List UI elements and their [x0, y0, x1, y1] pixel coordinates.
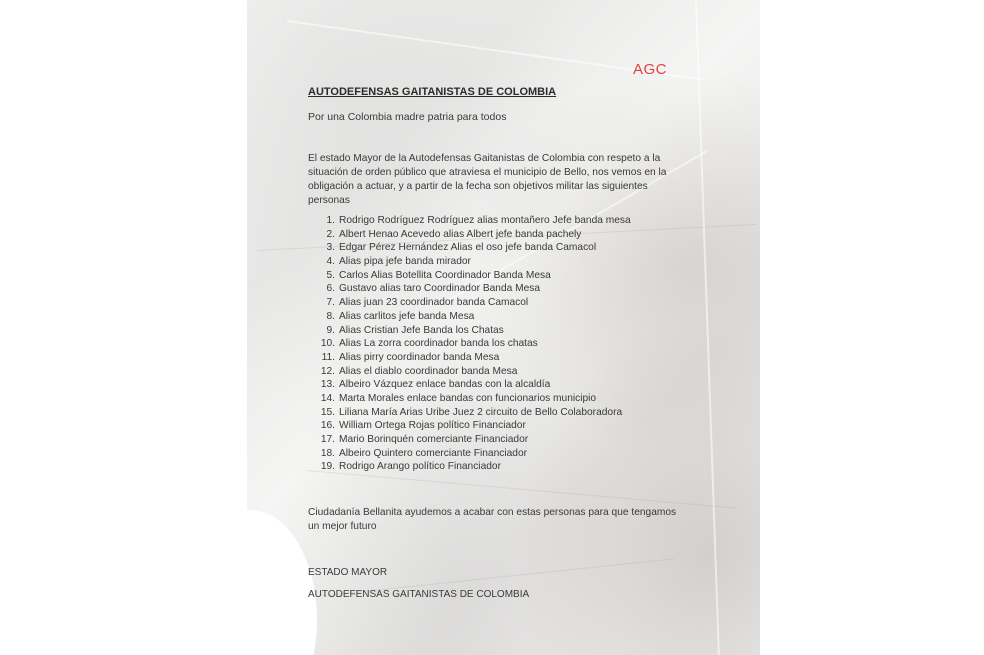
list-item-number: 13. — [320, 379, 335, 391]
list-item — [317, 255, 631, 269]
list-item-text: William Ortega Rojas político Financiador — [339, 420, 526, 432]
list-item-number: 10. — [320, 338, 335, 350]
list-item-text: Carlos Alias Botellita Coordinador Banda Mesa — [339, 269, 551, 281]
agc-stamp: AGC — [633, 61, 668, 78]
list-item-number: 17. — [320, 434, 335, 445]
list-item — [317, 296, 631, 310]
list-item — [317, 228, 631, 242]
list-item-number: 1. — [326, 215, 335, 226]
list-item-number: 7. — [326, 297, 335, 309]
list-item-number: 6. — [326, 283, 335, 295]
list-item-text: Alias La zorra coordinador banda los chatas — [339, 338, 538, 350]
closing-paragraph: Ciudadanía Bellanita ayudemos a acabar con estas personas para que tengamos un mejor futuro — [308, 507, 677, 532]
list-item-number: 18. — [320, 447, 335, 459]
list-item-text: Alias pirry coordinador banda Mesa — [339, 351, 500, 363]
list-item — [317, 365, 631, 379]
list-item — [317, 419, 631, 433]
list-item-number: 5. — [326, 269, 335, 281]
list-item-text: Alias Cristian Jefe Banda los Chatas — [339, 324, 504, 336]
list-item-number: 2. — [326, 228, 335, 240]
list-item — [317, 406, 631, 420]
list-item — [317, 433, 631, 447]
list-item-text: Liliana María Arias Uribe Juez 2 circuito de Bello Colaboradora — [339, 406, 623, 418]
list-item — [317, 337, 631, 351]
torn-corner — [247, 510, 317, 655]
list-item-number: 9. — [326, 324, 335, 336]
list-item-text: Marta Morales enlace bandas con funcionarios municipio — [339, 392, 597, 404]
list-item-text: Rodrigo Rodríguez Rodríguez alias montañero Jefe banda mesa — [339, 215, 631, 226]
list-item-text: Alias pipa jefe banda mirador — [339, 256, 471, 268]
list-item-number: 11. — [321, 351, 335, 363]
list-item-number: 15. — [320, 406, 335, 418]
list-item-text: Alias juan 23 coordinador banda Camacol — [339, 297, 529, 309]
list-item — [317, 269, 631, 283]
list-item-number: 4. — [326, 256, 335, 268]
list-item — [317, 351, 631, 365]
intro-paragraph: El estado Mayor de la Autodefensas Gaitanistas de Colombia con respeto a la situación de orden público que atraviesa el municipio de Bello, nos vemos en la obligación a actuar, y a partir de la fecha son objetivos militar las siguientes personas — [308, 153, 667, 206]
paper-crease — [307, 470, 735, 508]
list-item — [317, 447, 631, 461]
list-item-text: Edgar Pérez Hernández Alias el oso jefe banda Camacol — [339, 242, 597, 254]
list-item — [317, 214, 631, 228]
list-item — [317, 392, 631, 406]
list-item-text: Albert Henao Acevedo alias Albert jefe banda pachely — [339, 228, 582, 240]
list-item-number: 3. — [326, 242, 335, 254]
list-item-number: 19. — [320, 461, 335, 473]
list-item — [317, 460, 631, 474]
list-item-number: 8. — [326, 310, 335, 322]
list-item-number: 16. — [320, 420, 335, 432]
list-item-text: Gustavo alias taro Coordinador Banda Mesa — [339, 283, 541, 295]
list-item-text: Albeiro Quintero comerciante Financiador — [339, 447, 527, 459]
list-item — [317, 282, 631, 296]
list-item — [317, 310, 631, 324]
list-item-text: Mario Borinquén comerciante Financiador — [339, 434, 529, 445]
signature-line-1: ESTADO MAYOR — [308, 567, 388, 578]
slogan: Por una Colombia madre patria para todos — [308, 111, 507, 123]
paper-crease — [695, 0, 720, 655]
target-list — [317, 214, 631, 474]
list-item — [317, 241, 631, 255]
list-item-number: 12. — [320, 365, 335, 377]
list-item — [317, 378, 631, 392]
list-item-text: Alias carlitos jefe banda Mesa — [339, 310, 475, 322]
list-item-text: Rodrigo Arango político Financiador — [339, 461, 501, 473]
signature-line-2: AUTODEFENSAS GAITANISTAS DE COLOMBIA — [308, 589, 530, 600]
list-item — [317, 324, 631, 338]
document-heading: AUTODEFENSAS GAITANISTAS DE COLOMBIA — [308, 86, 557, 98]
list-item-text: Albeiro Vázquez enlace bandas con la alcaldía — [339, 379, 551, 391]
crumpled-paper-page — [247, 0, 760, 655]
list-item-text: Alias el diablo coordinador banda Mesa — [339, 365, 518, 377]
list-item-number: 14. — [320, 392, 335, 404]
